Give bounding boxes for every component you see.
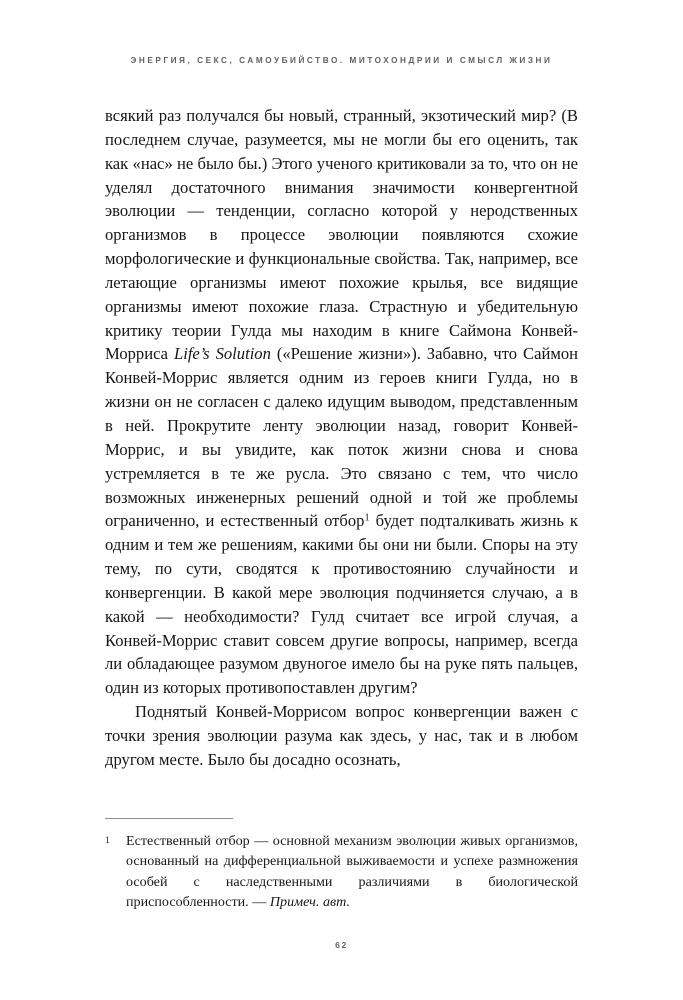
footnote-text bbox=[105, 831, 578, 912]
footnote-body-text: Естественный отбор — основной механизм эволюции живых организмов, основанный на дифференциальной выживаемости и успехе размножения особей с наследственными различиями в биологической приспособленности. — bbox=[126, 833, 578, 910]
paragraph-1-segment-1: всякий раз получался бы новый, странный, экзотический мир? (В последнем случае, разумеется, мы не могли бы его оценить, так как «нас» не было бы.) Этого ученого критиковали за то, что он не уделял достаточного внимания значимости конвергентной эволюции — тенденции, согласно которой у неродственных организмов в процессе эволюции появляются схожие морфологические и функциональные свойства. Так, например, все летающие организмы имеют похожие крылья, все видящие организмы имеют похожие глаза. Страстную и убедительную критику теории Гулда мы находим в книге Саймона Конвей-Морриса bbox=[105, 106, 578, 364]
body-paragraph-1 bbox=[105, 104, 578, 700]
footnote-block bbox=[105, 818, 578, 912]
main-text-column bbox=[105, 104, 578, 772]
running-head: ЭНЕРГИЯ, СЕКС, САМОУБИЙСТВО. МИТОХОНДРИИ И СМЫСЛ ЖИЗНИ bbox=[130, 56, 553, 65]
book-title-italic: Life’s Solution bbox=[173, 344, 271, 364]
footnote-reference-marker: 1 bbox=[364, 513, 370, 524]
paragraph-1-segment-3: будет подталкивать жизнь к одним и тем же решениям, какими бы они ни были. Споры на эту тему, по сути, сводятся к противостоянию случайности и конвергенции. В какой мере эволюция подчиняется случаю, а в какой — необходимости? Гулд считает все игрой случая, а Конвей-Моррис ставит совсем другие вопросы, например, всегда ли обладающее разумом двуногое имело бы на руке пять пальцев, один из которых противопоставлен другим? bbox=[105, 511, 578, 698]
footnote-separator-rule bbox=[105, 818, 233, 819]
body-paragraph-2: Поднятый Конвей-Моррисом вопрос конвергенции важен с точки зрения эволюции разума как здесь, у нас, так и в любом другом месте. Было бы досадно осознать, bbox=[105, 702, 578, 769]
paragraph-1-segment-2: («Решение жизни»). Забавно, что Саймон Конвей-Моррис является одним из героев книги Гулда, но в жизни он не согласен с далеко идущим выводом, представленным в ней. Прокрутите ленту эволюции назад, говорит Конвей-Моррис, и вы увидите, как поток жизни снова и снова устремляется в те же русла. Это связано с тем, что число возможных инженерных решений одной и той же проблемы ограниченно, и естественный отбор bbox=[105, 344, 578, 531]
page-number: 62 bbox=[335, 940, 348, 950]
footnote-attribution: Примеч. авт. bbox=[269, 893, 350, 910]
footnote-number: 1 bbox=[105, 836, 110, 846]
